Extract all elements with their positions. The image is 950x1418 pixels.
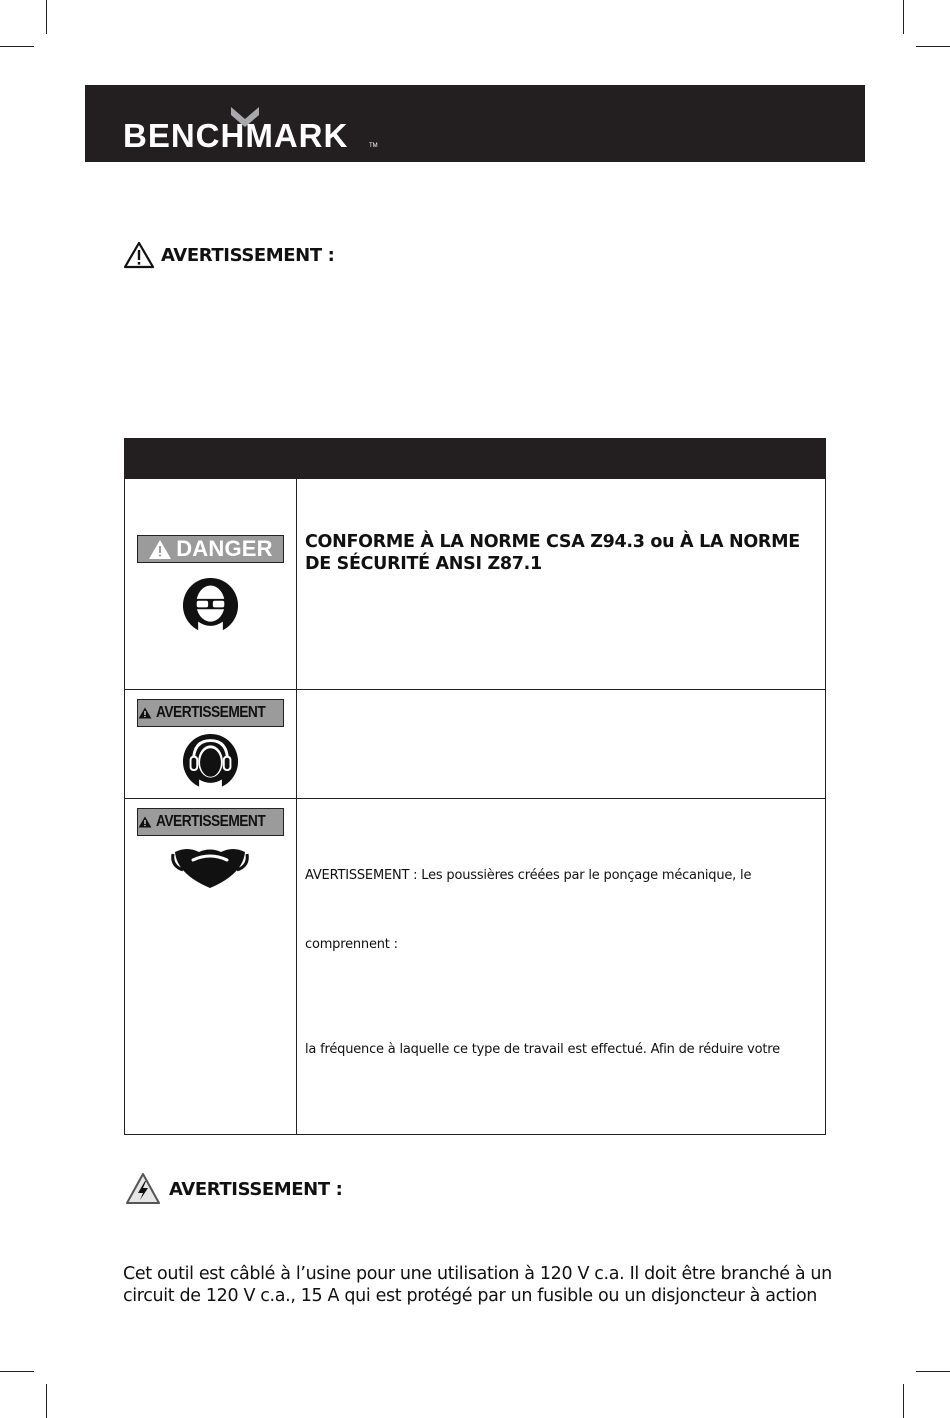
warning-heading-label: AVERTISSEMENT : [161,244,335,266]
crop-mark [46,1384,47,1418]
hearing-protection-icon [182,733,239,790]
ppe-table [124,438,826,1135]
danger-badge: DANGER [137,535,284,563]
wiring-paragraph [123,1263,843,1307]
crop-mark [0,46,34,47]
crop-mark [916,1371,950,1372]
text-cell [297,689,825,798]
logo-tm: TM [369,143,378,149]
warning-heading [123,241,334,269]
wiring-line-2: circuit de 120 V c.a., 15 A qui est protégé par un fusible ou un disjoncteur à action [123,1286,818,1306]
warning-triangle-icon [148,539,172,560]
header-band [85,85,865,162]
crop-mark [903,0,904,34]
warning-triangle-icon [138,704,152,722]
avertissement-badge: AVERTISSEMENT [137,808,284,836]
table-header-bar [124,438,826,479]
warning-triangle-icon [138,813,152,831]
electric-warning-heading [125,1172,342,1206]
dust-warning-line-3: la fréquence à laquelle ce type de travail est effectué. Afin de réduire votre [305,1042,780,1057]
benchmark-logo [123,95,383,155]
wiring-line-1: Cet outil est câblé à l’usine pour une utilisation à 120 V c.a. Il doit être branché à un [123,1264,832,1284]
crop-mark [916,46,950,47]
table-row [124,689,826,799]
electric-shock-warning-icon [125,1172,161,1206]
icon-cell [125,479,297,689]
dust-warning-line-2: comprennent : [305,937,398,952]
text-cell [297,479,825,689]
safety-glasses-icon [182,577,239,634]
table-row [124,479,826,690]
eye-protection-standard: CONFORME À LA NORME CSA Z94.3 ou À LA NORME DE SÉCURITÉ ANSI Z87.1 [305,532,800,574]
warning-triangle-icon [123,241,155,269]
avertissement-badge: AVERTISSEMENT [137,699,284,727]
dust-warning-line-1: AVERTISSEMENT : Les poussières créées par le ponçage mécanique, le [305,868,752,883]
text-cell [297,798,825,1134]
icon-cell [125,798,297,1134]
electric-warning-label: AVERTISSEMENT : [169,1178,343,1200]
icon-cell [125,689,297,798]
crop-mark [0,1371,34,1372]
crop-mark [903,1384,904,1418]
crop-mark [46,0,47,34]
dust-mask-icon [171,844,249,890]
logo-text: BENCHMARK [123,117,349,154]
table-row [124,798,826,1135]
